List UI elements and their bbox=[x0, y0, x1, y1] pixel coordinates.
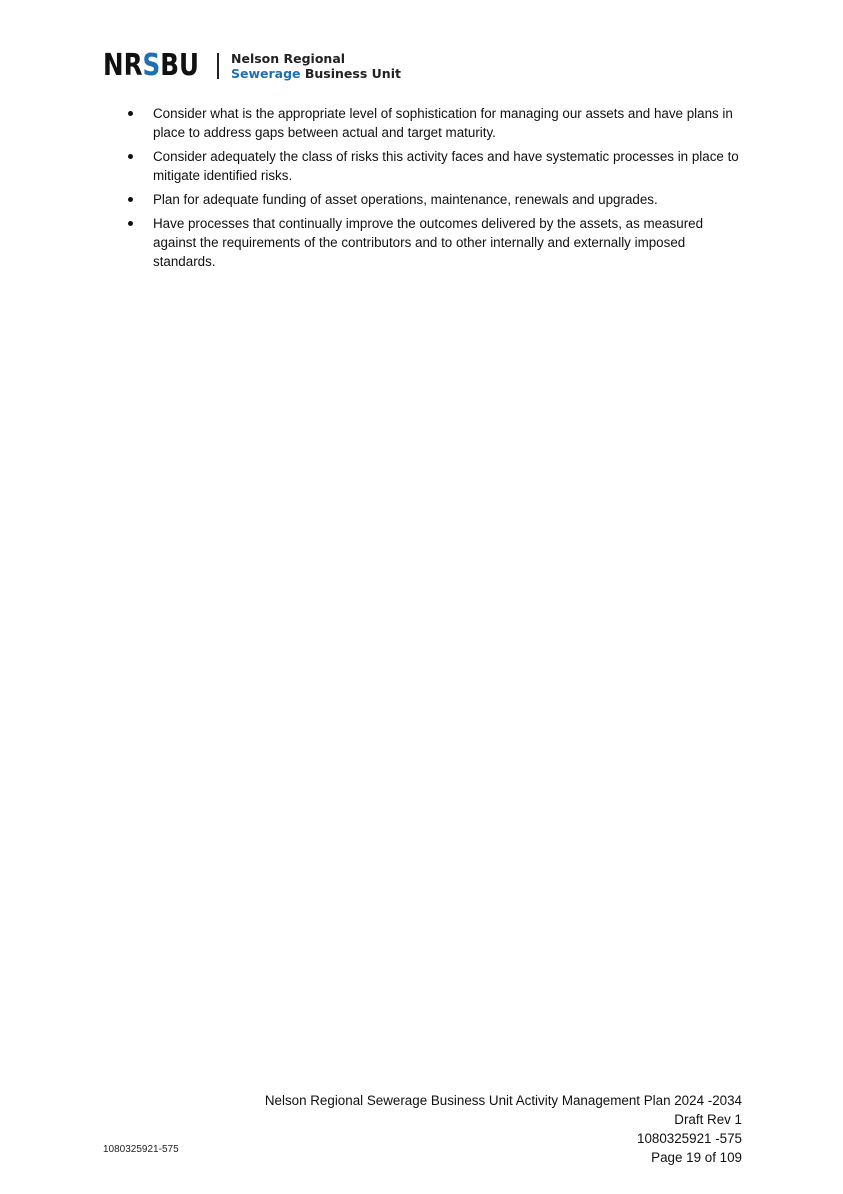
list-item bbox=[128, 190, 748, 209]
list-item-text: Plan for adequate funding of asset operations, maintenance, renewals and upgrades. bbox=[153, 192, 658, 207]
logo-mark-bu: BU bbox=[160, 48, 199, 83]
logo-line-2-sewerage: Sewerage bbox=[231, 66, 301, 81]
footer-doc-number: 1080325921 -575 bbox=[637, 1131, 742, 1146]
list-item-text: Have processes that continually improve the outcomes delivered by the assets, as measured against the requirements of the contributors and to other internally and externally imposed standards. bbox=[153, 216, 704, 269]
logo-line-1: Nelson Regional bbox=[231, 51, 346, 66]
bullet-list bbox=[128, 104, 748, 276]
list-item-text: Consider adequately the class of risks this activity faces and have systematic processes in place to mitigate identified risks. bbox=[153, 149, 739, 183]
footer-revision: Draft Rev 1 bbox=[674, 1112, 742, 1127]
footer-plan-title: Nelson Regional Sewerage Business Unit Activity Management Plan 2024 -2034 bbox=[264, 1093, 742, 1108]
logo-line-2 bbox=[231, 66, 401, 81]
bullet-icon bbox=[128, 154, 133, 159]
bullet-icon bbox=[128, 221, 133, 226]
footer-info bbox=[265, 1091, 742, 1167]
logo-mark bbox=[103, 49, 199, 83]
logo-line-2-business-unit: Business Unit bbox=[300, 66, 401, 81]
logo-mark-s: S bbox=[142, 48, 161, 83]
logo-mark-nr: NR bbox=[103, 48, 143, 83]
list-item bbox=[128, 104, 748, 142]
nrsbu-logo bbox=[103, 48, 401, 83]
logo-divider bbox=[217, 53, 219, 79]
list-item bbox=[128, 147, 748, 185]
list-item bbox=[128, 214, 748, 271]
footer-doc-id: 1080325921-575 bbox=[103, 1144, 179, 1155]
logo-wordmark bbox=[231, 51, 401, 81]
footer-page-number: Page 19 of 109 bbox=[651, 1150, 742, 1165]
bullet-icon bbox=[128, 111, 133, 116]
list-item-text: Consider what is the appropriate level of sophistication for managing our assets and have plans in place to address gaps between actual and target maturity. bbox=[153, 106, 733, 140]
bullet-icon bbox=[128, 197, 133, 202]
